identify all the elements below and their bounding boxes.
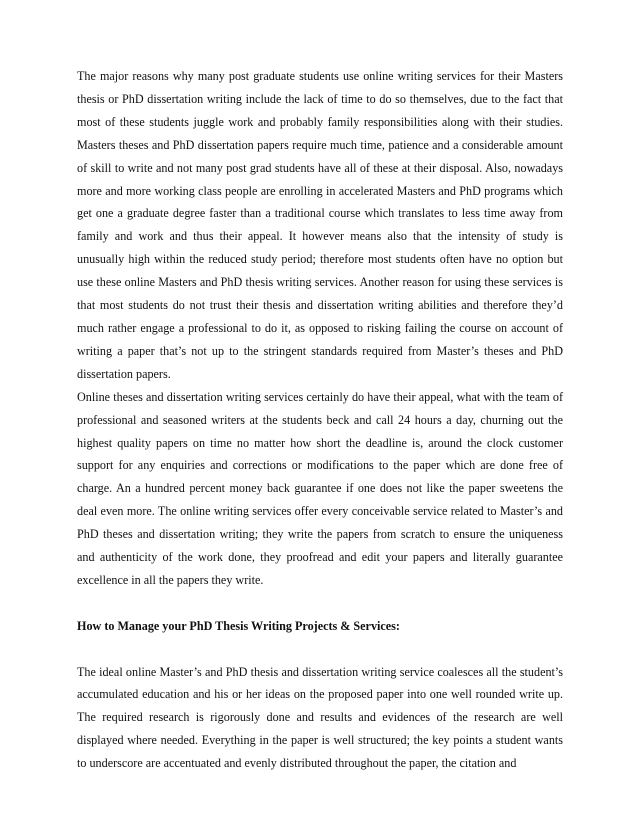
paragraph-ideal-service: The ideal online Master’s and PhD thesis and dissertation writing service coalesces all the student’s accumulated education and his or her ideas on the proposed paper into one well rounded write up. The required research is rigorously done and results and evidences of the research are well displayed where needed. Everything in the paper is well structured; the key points a student wants to underscore are accentuated and evenly distributed throughout the paper, the citation and	[77, 664, 563, 771]
section-heading: How to Manage your PhD Thesis Writing Projects & Services:	[77, 618, 400, 633]
document-body	[77, 65, 563, 775]
paragraph-reasons: The major reasons why many post graduate students use online writing services for their Masters thesis or PhD dissertation writing include the lack of time to do so themselves, due to the fact that most of these students juggle work and probably family responsibilities along with their studies. Masters theses and PhD dissertation papers require much time, patience and a considerable amount of skill to write and not many post grad students have all of these at their disposal. Also, nowadays more and more working class people are enrolling in accelerated Masters and PhD programs which get one a graduate degree faster than a traditional course which translates to less time away from family and work and thus their appeal. It however means also that the intensity of study is unusually high within the reduced study period; therefore most students often have no option but use these online Masters and PhD thesis writing services. Another reason for using these services is that most students do not trust their thesis and dissertation writing abilities and therefore they’d much rather engage a professional to do it, as opposed to risking failing the course on account of writing a paper that’s not up to the stringent standards required from Master’s theses and PhD dissertation papers.	[77, 69, 563, 381]
paragraph-appeal: Online theses and dissertation writing services certainly do have their appeal, what with the team of professional and seasoned writers at the students beck and call 24 hours a day, churning out the highest quality papers on time no matter how short the deadline is, around the clock customer support for any enquiries and corrections or modifications to the paper which are done free of charge. An a hundred percent money back guarantee if one does not like the paper sweetens the deal even more. The online writing services offer every conceivable service related to Master’s and PhD theses and dissertation writing; they write the papers from scratch to ensure the uniqueness and authenticity of the work done, they proofread and edit your papers and literally guarantee excellence in all the papers they write.	[77, 389, 563, 587]
